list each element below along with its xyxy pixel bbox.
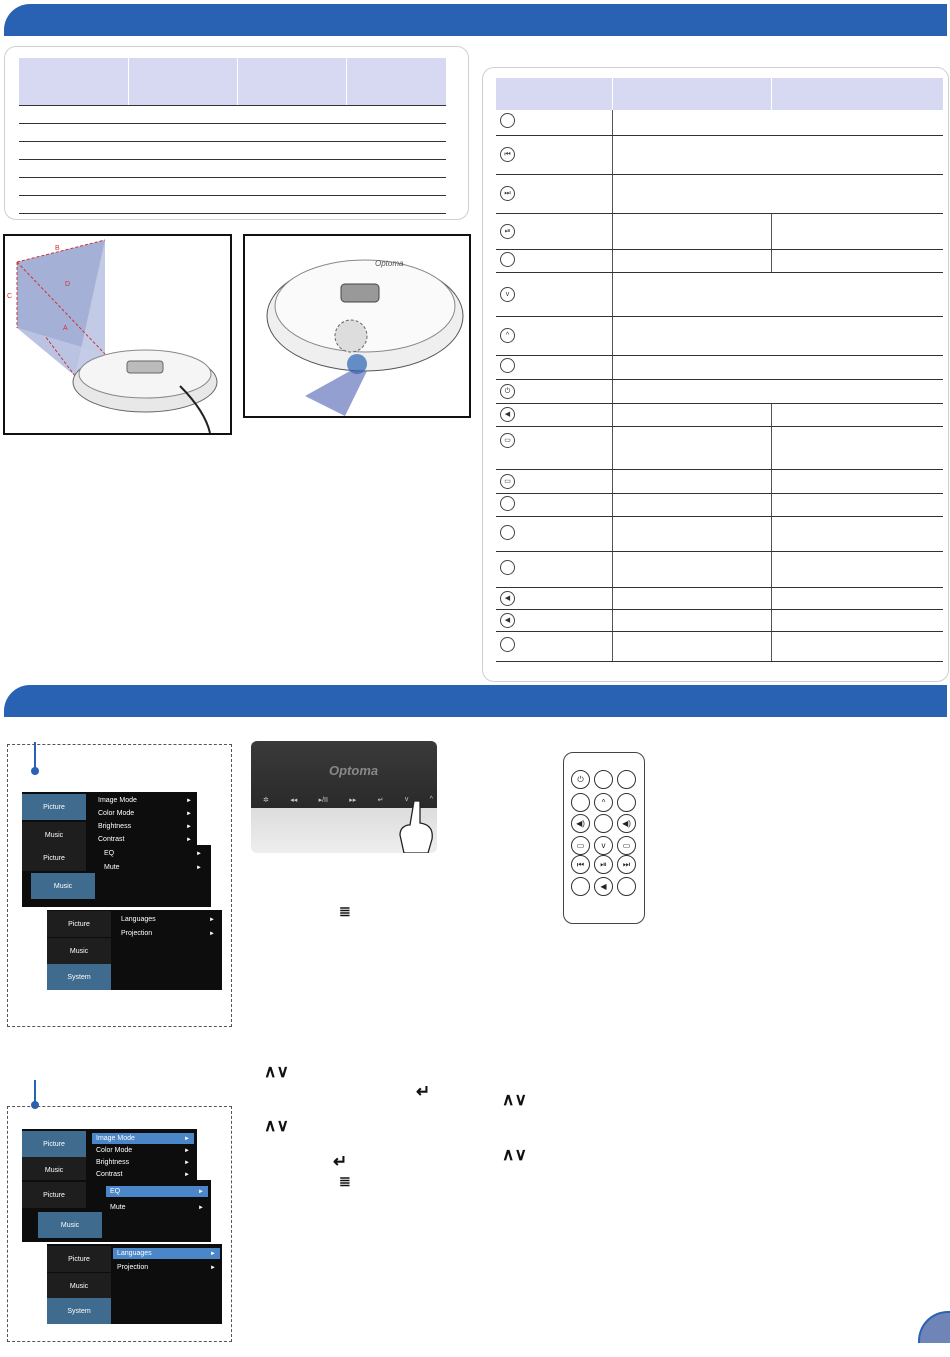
remote-play-pause-button[interactable]: ⏯ — [594, 855, 613, 874]
projection-distance-diagram — [3, 234, 232, 435]
osd-tab: Music — [22, 1157, 86, 1181]
keypad-button[interactable]: ◂◂ — [290, 797, 298, 804]
osd-panel-picture — [22, 1129, 197, 1181]
volume-icon: ◀ — [500, 613, 515, 628]
remote-source-button[interactable]: ▭ — [571, 836, 590, 855]
remote-next-button[interactable]: ⏭ — [617, 855, 636, 874]
osd-panel-picture — [22, 792, 197, 846]
mute-icon: ◀ — [500, 407, 515, 422]
projection-illustration — [5, 236, 230, 433]
osd-tab: Music — [22, 822, 86, 846]
keypad-button[interactable]: ^ — [429, 796, 433, 803]
remote-control-illustration — [563, 752, 645, 924]
source-icon: ▭ — [500, 433, 515, 448]
down-icon: v — [500, 287, 515, 302]
label-b: B — [55, 245, 60, 252]
osd-item: EQ ► — [104, 850, 202, 857]
volume-icon: ◀ — [500, 591, 515, 606]
section-header-band — [4, 685, 947, 717]
keypad-button[interactable]: ▸▸ — [349, 797, 357, 804]
remote-down-button[interactable]: v — [594, 836, 613, 855]
keypad-button[interactable]: ✲ — [263, 797, 269, 804]
remote-button[interactable] — [594, 814, 613, 833]
table-row — [19, 196, 446, 214]
osd-tab: Picture — [22, 845, 86, 871]
button-icon — [500, 560, 515, 575]
keypad-button[interactable]: ↵ — [377, 797, 384, 804]
osd-panel-music — [22, 1180, 211, 1242]
page-number-tab — [918, 1311, 950, 1343]
osd-tab: Picture — [47, 911, 111, 937]
button-icon — [500, 113, 515, 128]
osd-item: Color Mode ► — [98, 810, 192, 817]
table-row — [19, 106, 446, 124]
osd-item: Projection ► — [121, 930, 215, 937]
button-icon — [500, 358, 515, 373]
table-row — [19, 142, 446, 160]
keypad-button[interactable]: ▸/II — [318, 797, 328, 804]
button-icon — [500, 496, 515, 511]
osd-item: Mute ► — [104, 864, 202, 871]
remote-power-button[interactable]: ⏻ — [571, 770, 590, 789]
focus-ring-photo — [243, 234, 471, 418]
osd-tab: Picture — [22, 794, 86, 820]
osd-item: Mute ► — [110, 1204, 204, 1211]
up-down-arrows-icon: ∧∨ — [502, 1145, 527, 1164]
keypad-button[interactable]: v — [404, 796, 409, 803]
up-down-arrows-icon: ∧∨ — [264, 1116, 289, 1135]
table-row — [19, 178, 446, 196]
osd-panel-music — [22, 845, 211, 907]
section-header-band — [4, 4, 947, 36]
osd-tab: Music — [38, 1212, 102, 1238]
table-row — [19, 124, 446, 142]
label-c: C — [7, 293, 13, 300]
osd-tab: Picture — [22, 1131, 86, 1157]
osd-item: Languages ► — [121, 916, 215, 923]
enter-icon: ↵ — [416, 1082, 431, 1101]
play-pause-icon: ⏯ — [500, 224, 515, 239]
remote-button[interactable] — [617, 877, 636, 896]
remote-button[interactable] — [594, 770, 613, 789]
spec-table — [19, 58, 446, 214]
label-a: A — [63, 325, 68, 332]
osd-tab: Music — [47, 938, 111, 964]
remote-button[interactable] — [617, 793, 636, 812]
osd-item: Contrast ► — [98, 836, 192, 843]
remote-button[interactable] — [617, 770, 636, 789]
projector-keypad-photo — [251, 741, 437, 853]
button-icon — [500, 637, 515, 652]
remote-up-button[interactable]: ^ — [594, 793, 613, 812]
osd-item: Image Mode ► — [98, 797, 192, 804]
osd-tab: System — [47, 1298, 111, 1324]
projector-focus-illustration — [245, 236, 469, 416]
remote-mute-button[interactable]: ◀ — [594, 877, 613, 896]
label-d: D — [65, 281, 71, 288]
osd-item-highlighted[interactable]: EQ ► — [106, 1186, 208, 1197]
table-row — [19, 160, 446, 178]
remote-vol-up-button[interactable]: ◀) — [617, 814, 636, 833]
menu-icon: ≣ — [339, 1173, 351, 1189]
osd-tab: Picture — [47, 1246, 111, 1272]
osd-item-highlighted[interactable]: Languages ► — [113, 1248, 220, 1259]
remote-previous-button[interactable]: ⏮ — [571, 855, 590, 874]
osd-item: Projection ► — [117, 1264, 216, 1271]
next-icon: ⏭ — [500, 186, 515, 201]
remote-button[interactable] — [571, 793, 590, 812]
step-marker — [34, 1080, 36, 1106]
remote-vol-down-button[interactable]: ◀) — [571, 814, 590, 833]
button-icon — [500, 252, 515, 267]
up-icon: ^ — [500, 328, 515, 343]
osd-tab: Music — [47, 1273, 111, 1299]
remote-button[interactable] — [571, 877, 590, 896]
up-down-arrows-icon: ∧∨ — [502, 1090, 527, 1109]
osd-item: Brightness ► — [96, 1159, 190, 1166]
brand-logo: Optoma — [329, 763, 379, 778]
power-icon: ⏻ — [500, 384, 515, 399]
menu-icon: ≣ — [339, 903, 351, 919]
osd-tab: Picture — [22, 1182, 86, 1208]
osd-item: Brightness ► — [98, 823, 192, 830]
remote-display-button[interactable]: ▭ — [617, 836, 636, 855]
finger-pointer-illustration — [396, 799, 436, 853]
remote-function-table — [496, 78, 943, 662]
osd-item: Color Mode ► — [96, 1147, 190, 1154]
up-down-arrows-icon: ∧∨ — [264, 1062, 289, 1081]
display-icon: ▭ — [500, 474, 515, 489]
osd-tab: System — [47, 964, 111, 990]
osd-item: Contrast ► — [96, 1171, 190, 1178]
button-icon — [500, 525, 515, 540]
osd-panel-system — [47, 1244, 222, 1324]
brand-logo: Optoma — [375, 259, 404, 268]
enter-icon: ↵ — [333, 1152, 348, 1171]
osd-panel-system — [47, 910, 222, 990]
osd-tab: Music — [31, 873, 95, 899]
previous-icon: ⏮ — [500, 147, 515, 162]
osd-item-highlighted[interactable]: Image Mode ► — [92, 1133, 194, 1144]
